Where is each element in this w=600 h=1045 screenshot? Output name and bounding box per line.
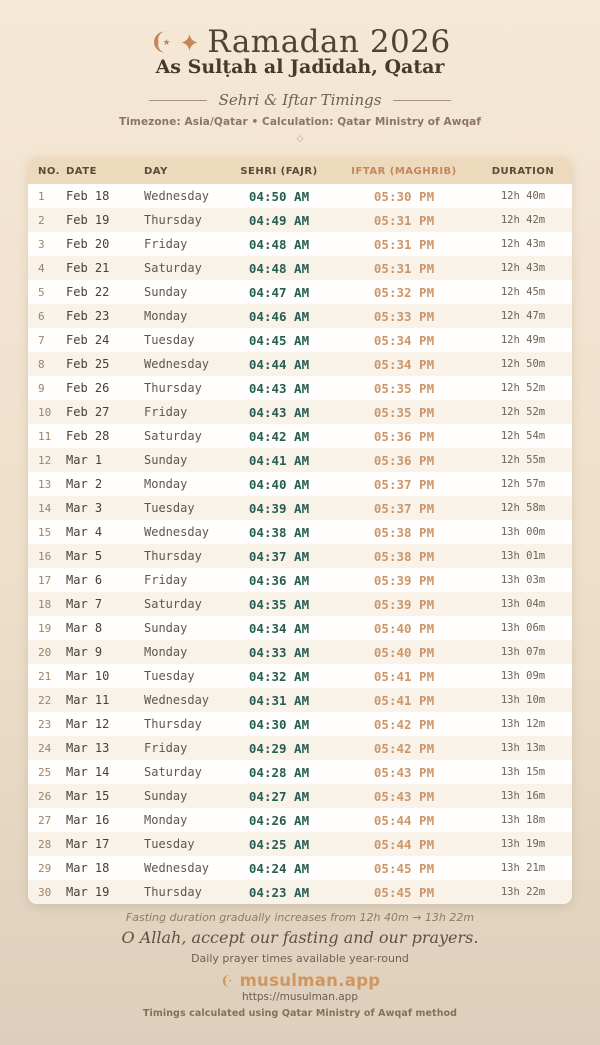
row-date: Feb 24 [66, 333, 110, 347]
row-iftar-time: 05:41 PM [373, 692, 435, 708]
star-and-crescent-icon [149, 30, 173, 54]
table-row [28, 304, 572, 328]
row-day: Monday [144, 477, 188, 491]
table-row [28, 448, 572, 472]
row-day: Wednesday [144, 189, 210, 203]
row-date: Feb 23 [66, 309, 110, 323]
row-date: Mar 3 [66, 501, 103, 515]
timetable-card [28, 158, 572, 904]
row-day: Thursday [144, 885, 202, 899]
row-day: Wednesday [144, 357, 210, 371]
table-row [28, 184, 572, 208]
table-row [28, 520, 572, 544]
row-sehri-time: 04:34 AM [248, 620, 310, 636]
row-date: Feb 28 [66, 429, 110, 443]
row-date: Feb 18 [66, 189, 110, 203]
row-number: 12 [38, 453, 52, 467]
row-date: Feb 25 [66, 357, 110, 371]
row-sehri-time: 04:43 AM [248, 404, 310, 420]
table-row [28, 712, 572, 736]
row-date: Feb 26 [66, 381, 110, 395]
row-iftar-time: 05:36 PM [373, 428, 435, 444]
row-day: Thursday [144, 381, 202, 395]
page-title: Ramadan 2026 [207, 24, 451, 60]
col-header-day: DAY [144, 165, 168, 177]
table-row [28, 376, 572, 400]
row-number: 22 [38, 693, 52, 707]
col-header-no: NO. [38, 165, 60, 177]
row-sehri-time: 04:46 AM [248, 308, 310, 324]
row-number: 17 [38, 573, 52, 587]
table-row [28, 856, 572, 880]
row-duration: 12h 43m [500, 238, 546, 250]
timetable-body [28, 184, 572, 904]
table-row [28, 832, 572, 856]
row-iftar-time: 05:41 PM [373, 668, 435, 684]
row-day: Monday [144, 645, 188, 659]
row-duration: 13h 10m [500, 694, 546, 706]
row-number: 19 [38, 621, 52, 635]
row-number: 5 [38, 285, 45, 299]
calculation-method-note: Timings calculated using Qatar Ministry of Awqaf method [142, 1008, 458, 1019]
row-duration: 12h 40m [500, 190, 546, 202]
row-day: Friday [144, 573, 188, 587]
row-iftar-time: 05:39 PM [373, 596, 435, 612]
row-sehri-time: 04:43 AM [248, 380, 310, 396]
row-date: Feb 27 [66, 405, 110, 419]
row-number: 28 [38, 837, 52, 851]
row-date: Mar 15 [66, 789, 110, 803]
row-sehri-time: 04:26 AM [248, 812, 310, 828]
row-iftar-time: 05:44 PM [373, 812, 435, 828]
row-iftar-time: 05:37 PM [373, 476, 435, 492]
row-date: Feb 21 [66, 261, 110, 275]
row-day: Saturday [144, 765, 202, 779]
row-sehri-time: 04:42 AM [248, 428, 310, 444]
row-date: Mar 2 [66, 477, 103, 491]
table-row [28, 568, 572, 592]
row-number: 3 [38, 237, 45, 251]
row-sehri-time: 04:23 AM [248, 884, 310, 900]
row-sehri-time: 04:31 AM [248, 692, 310, 708]
brand-name: musulman.app [239, 971, 381, 990]
row-day: Tuesday [144, 669, 195, 683]
row-date: Mar 16 [66, 813, 110, 827]
row-number: 13 [38, 477, 52, 491]
row-iftar-time: 05:31 PM [373, 260, 435, 276]
row-date: Feb 22 [66, 285, 110, 299]
row-duration: 13h 18m [500, 814, 546, 826]
row-date: Mar 18 [66, 861, 110, 875]
row-day: Saturday [144, 597, 202, 611]
row-iftar-time: 05:32 PM [373, 284, 435, 300]
row-iftar-time: 05:40 PM [373, 620, 435, 636]
row-sehri-time: 04:28 AM [248, 764, 310, 780]
row-number: 25 [38, 765, 52, 779]
row-iftar-time: 05:35 PM [373, 380, 435, 396]
row-number: 27 [38, 813, 52, 827]
row-duration: 13h 13m [500, 742, 546, 754]
row-iftar-time: 05:33 PM [373, 308, 435, 324]
brand-row [0, 971, 600, 990]
row-duration: 12h 49m [500, 334, 546, 346]
row-number: 14 [38, 501, 52, 515]
table-row [28, 760, 572, 784]
row-duration: 12h 54m [500, 430, 546, 442]
row-number: 8 [38, 357, 45, 371]
diamond-ornament-icon: ◇ [296, 134, 304, 144]
row-number: 15 [38, 525, 52, 539]
row-number: 21 [38, 669, 52, 683]
row-duration: 13h 03m [500, 574, 546, 586]
row-iftar-time: 05:34 PM [373, 332, 435, 348]
row-date: Mar 10 [66, 669, 110, 683]
table-row [28, 496, 572, 520]
row-duration: 13h 01m [500, 550, 546, 562]
table-row [28, 544, 572, 568]
table-row [28, 616, 572, 640]
row-day: Wednesday [144, 693, 210, 707]
row-number: 2 [38, 213, 45, 227]
row-sehri-time: 04:27 AM [248, 788, 310, 804]
row-date: Mar 12 [66, 717, 110, 731]
col-header-sehri: SEHRI (FAJR) [240, 165, 318, 177]
row-number: 29 [38, 861, 52, 875]
row-iftar-time: 05:39 PM [373, 572, 435, 588]
row-sehri-time: 04:30 AM [248, 716, 310, 732]
table-row [28, 592, 572, 616]
row-duration: 12h 42m [500, 214, 546, 226]
row-duration: 12h 45m [500, 286, 546, 298]
row-duration: 13h 19m [500, 838, 546, 850]
row-day: Monday [144, 309, 188, 323]
row-sehri-time: 04:45 AM [248, 332, 310, 348]
row-duration: 12h 55m [500, 454, 546, 466]
row-day: Thursday [144, 213, 202, 227]
row-day: Thursday [144, 717, 202, 731]
row-number: 26 [38, 789, 52, 803]
row-duration: 12h 43m [500, 262, 546, 274]
row-duration: 13h 21m [500, 862, 546, 874]
row-duration: 13h 06m [500, 622, 546, 634]
row-duration: 13h 09m [500, 670, 546, 682]
subtitle: Sehri & Iftar Timings [218, 91, 382, 109]
row-date: Mar 5 [66, 549, 103, 563]
row-date: Mar 4 [66, 525, 103, 539]
row-iftar-time: 05:35 PM [373, 404, 435, 420]
row-duration: 13h 15m [500, 766, 546, 778]
row-iftar-time: 05:42 PM [373, 716, 435, 732]
row-number: 10 [38, 405, 52, 419]
row-sehri-time: 04:44 AM [248, 356, 310, 372]
row-day: Tuesday [144, 837, 195, 851]
row-iftar-time: 05:31 PM [373, 212, 435, 228]
row-date: Mar 8 [66, 621, 103, 635]
dua-text: O Allah, accept our fasting and our prayers. [121, 928, 479, 947]
row-sehri-time: 04:39 AM [248, 500, 310, 516]
row-number: 16 [38, 549, 52, 563]
row-sehri-time: 04:33 AM [248, 644, 310, 660]
row-sehri-time: 04:49 AM [248, 212, 310, 228]
row-day: Sunday [144, 789, 188, 803]
row-iftar-time: 05:42 PM [373, 740, 435, 756]
row-number: 4 [38, 261, 45, 275]
row-iftar-time: 05:31 PM [373, 236, 435, 252]
row-day: Saturday [144, 261, 202, 275]
row-day: Thursday [144, 549, 202, 563]
row-sehri-time: 04:24 AM [248, 860, 310, 876]
four-pointed-star-icon [181, 34, 198, 51]
table-row [28, 688, 572, 712]
row-date: Mar 9 [66, 645, 103, 659]
row-number: 9 [38, 381, 45, 395]
row-duration: 12h 52m [500, 406, 546, 418]
row-sehri-time: 04:41 AM [248, 452, 310, 468]
location-title: As Sulṭah al Jadīdah, Qatar [155, 56, 445, 78]
row-sehri-time: 04:40 AM [248, 476, 310, 492]
row-number: 1 [38, 189, 45, 203]
row-duration: 13h 12m [500, 718, 546, 730]
row-duration: 12h 47m [500, 310, 546, 322]
row-day: Saturday [144, 429, 202, 443]
subtitle-row [0, 91, 600, 109]
row-number: 20 [38, 645, 52, 659]
row-number: 23 [38, 717, 52, 731]
row-day: Monday [144, 813, 188, 827]
row-duration: 12h 58m [500, 502, 546, 514]
table-row [28, 472, 572, 496]
row-iftar-time: 05:44 PM [373, 836, 435, 852]
row-sehri-time: 04:50 AM [248, 188, 310, 204]
table-row [28, 784, 572, 808]
row-number: 11 [38, 429, 52, 443]
row-date: Mar 7 [66, 597, 103, 611]
row-day: Sunday [144, 453, 188, 467]
row-date: Feb 20 [66, 237, 110, 251]
table-row [28, 424, 572, 448]
row-sehri-time: 04:48 AM [248, 236, 310, 252]
table-row [28, 280, 572, 304]
row-number: 30 [38, 885, 52, 899]
row-number: 7 [38, 333, 45, 347]
row-iftar-time: 05:38 PM [373, 548, 435, 564]
col-header-duration: DURATION [491, 165, 555, 177]
row-date: Mar 11 [66, 693, 110, 707]
row-duration: 13h 16m [500, 790, 546, 802]
row-sehri-time: 04:38 AM [248, 524, 310, 540]
table-row [28, 352, 572, 376]
table-row [28, 400, 572, 424]
row-date: Mar 14 [66, 765, 110, 779]
row-sehri-time: 04:37 AM [248, 548, 310, 564]
col-header-date: DATE [66, 165, 97, 177]
table-row [28, 208, 572, 232]
table-row [28, 232, 572, 256]
availability-note: Daily prayer times available year-round [191, 952, 409, 965]
row-duration: 12h 57m [500, 478, 546, 490]
row-duration: 13h 00m [500, 526, 546, 538]
crescent-moon-icon [220, 974, 234, 988]
row-day: Friday [144, 741, 188, 755]
row-duration: 13h 04m [500, 598, 546, 610]
row-iftar-time: 05:45 PM [373, 860, 435, 876]
row-number: 24 [38, 741, 52, 755]
row-day: Tuesday [144, 501, 195, 515]
row-duration: 12h 50m [500, 358, 546, 370]
row-date: Mar 13 [66, 741, 110, 755]
row-date: Mar 6 [66, 573, 103, 587]
row-day: Wednesday [144, 861, 210, 875]
table-row [28, 664, 572, 688]
table-row [28, 808, 572, 832]
row-iftar-time: 05:43 PM [373, 788, 435, 804]
row-sehri-time: 04:47 AM [248, 284, 310, 300]
row-iftar-time: 05:45 PM [373, 884, 435, 900]
table-row [28, 640, 572, 664]
row-sehri-time: 04:36 AM [248, 572, 310, 588]
row-iftar-time: 05:34 PM [373, 356, 435, 372]
row-number: 18 [38, 597, 52, 611]
row-day: Wednesday [144, 525, 210, 539]
table-row [28, 256, 572, 280]
row-duration: 13h 07m [500, 646, 546, 658]
row-iftar-time: 05:30 PM [373, 188, 435, 204]
row-sehri-time: 04:48 AM [248, 260, 310, 276]
row-date: Mar 17 [66, 837, 110, 851]
page-header [0, 25, 600, 59]
table-row [28, 880, 572, 904]
brand-url-link[interactable]: https://musulman.app [242, 991, 358, 1003]
fasting-duration-note: Fasting duration gradually increases from 12h 40m → 13h 22m [125, 911, 475, 924]
row-duration: 13h 22m [500, 886, 546, 898]
row-number: 6 [38, 309, 45, 323]
header-icons [149, 30, 198, 54]
row-date: Feb 19 [66, 213, 110, 227]
row-iftar-time: 05:38 PM [373, 524, 435, 540]
row-day: Friday [144, 405, 188, 419]
row-sehri-time: 04:35 AM [248, 596, 310, 612]
row-sehri-time: 04:29 AM [248, 740, 310, 756]
row-date: Mar 1 [66, 453, 103, 467]
row-iftar-time: 05:37 PM [373, 500, 435, 516]
row-day: Tuesday [144, 333, 195, 347]
row-iftar-time: 05:36 PM [373, 452, 435, 468]
timezone-calculation-info: Timezone: Asia/Qatar • Calculation: Qatar Ministry of Awqaf [118, 116, 482, 128]
row-day: Sunday [144, 621, 188, 635]
table-row [28, 328, 572, 352]
divider-line-left [149, 100, 207, 101]
row-day: Sunday [144, 285, 188, 299]
row-sehri-time: 04:32 AM [248, 668, 310, 684]
row-duration: 12h 52m [500, 382, 546, 394]
row-day: Friday [144, 237, 188, 251]
row-iftar-time: 05:43 PM [373, 764, 435, 780]
row-iftar-time: 05:40 PM [373, 644, 435, 660]
table-header-row [28, 158, 572, 184]
row-date: Mar 19 [66, 885, 110, 899]
row-sehri-time: 04:25 AM [248, 836, 310, 852]
col-header-iftar: IFTAR (MAGHRIB) [351, 165, 457, 177]
divider-line-right [393, 100, 451, 101]
table-row [28, 736, 572, 760]
